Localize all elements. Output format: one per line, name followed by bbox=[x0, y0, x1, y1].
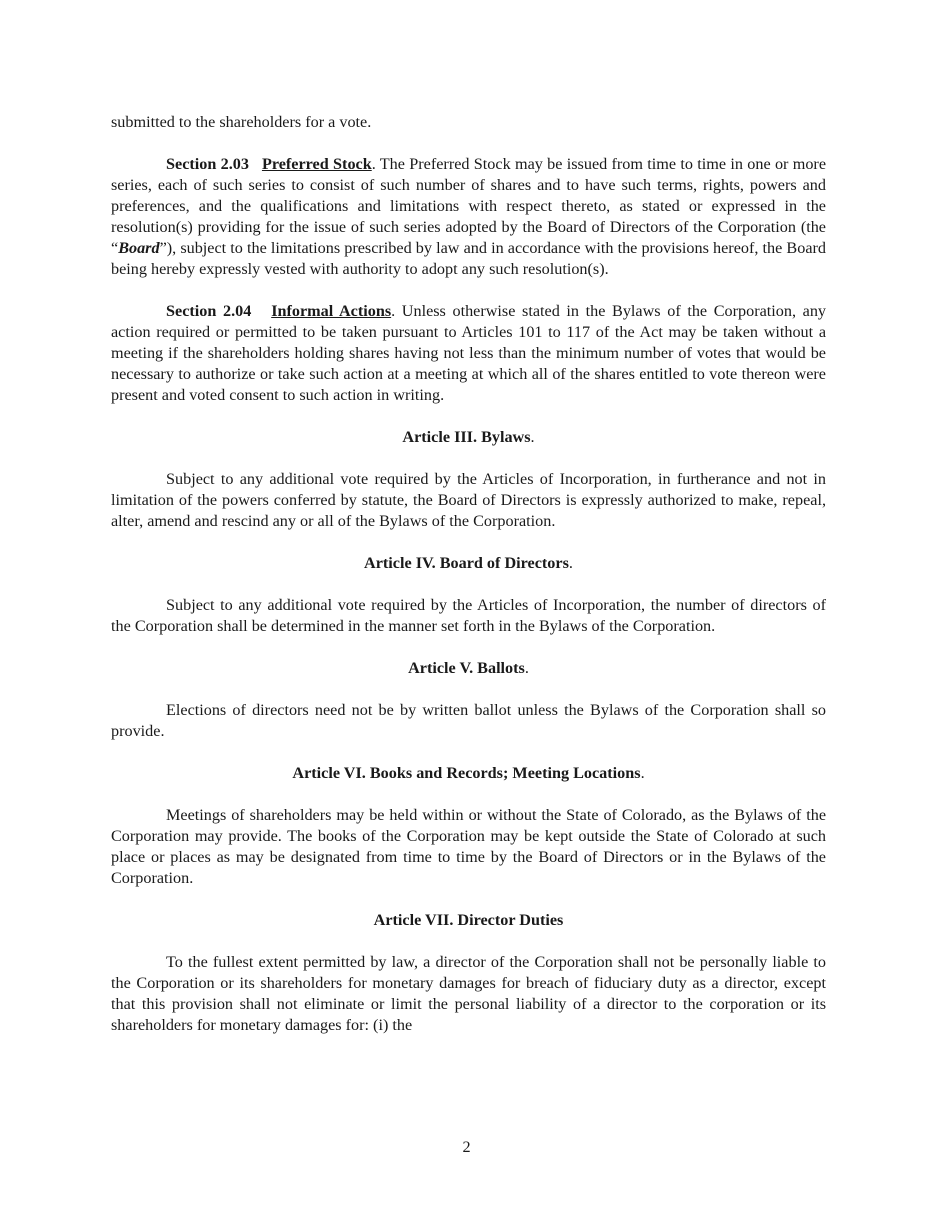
section-2-03-title: Preferred Stock bbox=[261, 155, 372, 173]
section-2-04-label: Section 2.04 bbox=[166, 302, 252, 320]
section-2-04-paragraph bbox=[111, 301, 826, 406]
section-2-03-text-1: . The Preferred Stock may be issued from time to time in one or more series, each of such series to consist of such number of shares and to have such terms, rights, powers and preferences, and the qualifications and limitations with respect thereto, as stated or expressed in the resolution(s) providing for the issue of such series adopted by the Board of Directors of the Corporation (the “ bbox=[111, 155, 827, 257]
section-2-03-label: Section 2.03 bbox=[166, 155, 249, 173]
section-2-03-text-2: ”), subject to the limitations prescribed by law and in accordance with the provisions hereof, the Board being hereby expressly vested with authority to adopt any such resolution(s). bbox=[111, 239, 826, 278]
article-5-paragraph: Elections of directors need not be by written ballot unless the Bylaws of the Corporation shall so provide. bbox=[111, 701, 826, 740]
intro-paragraph: submitted to the shareholders for a vote. bbox=[111, 113, 372, 131]
page-number: 2 bbox=[462, 1138, 471, 1156]
section-2-03-defined-term: Board bbox=[118, 239, 160, 257]
article-3-heading: Article III. Bylaws. bbox=[402, 428, 535, 446]
article-4-heading: Article IV. Board of Directors. bbox=[364, 554, 573, 572]
article-4-paragraph: Subject to any additional vote required by the Articles of Incorporation, the number of directors of the Corporation shall be determined in the manner set forth in the Bylaws of the Corporation. bbox=[111, 596, 826, 635]
article-7-paragraph: To the fullest extent permitted by law, a director of the Corporation shall not be personally liable to the Corporation or its shareholders for monetary damages for breach of fiduciary duty as a director, except that this provision shall not eliminate or limit the personal liability of a director to the corporation or its shareholders for monetary damages for: (i) the bbox=[111, 953, 826, 1034]
article-3-paragraph: Subject to any additional vote required by the Articles of Incorporation, in furtherance and not in limitation of the powers conferred by statute, the Board of Directors is expressly authorized to make, repeal, alter, amend and rescind any or all of the Bylaws of the Corporation. bbox=[111, 470, 826, 530]
section-2-04-title: Informal Actions bbox=[271, 302, 392, 320]
section-2-03-paragraph bbox=[111, 154, 826, 280]
article-5-heading: Article V. Ballots. bbox=[408, 659, 529, 677]
article-6-heading: Article VI. Books and Records; Meeting Locations. bbox=[292, 764, 645, 782]
article-7-heading: Article VII. Director Duties bbox=[373, 911, 564, 929]
section-2-04-text: . Unless otherwise stated in the Bylaws of the Corporation, any action required or permitted to be taken pursuant to Articles 101 to 117 of the Act may be taken without a meeting if the shareholders holding shares having not less than the minimum number of votes that would be necessary to authorize or take such action at a meeting at which all of the shares entitled to vote thereon were present and voted consent to such action in writing. bbox=[111, 302, 827, 404]
document-page bbox=[111, 112, 826, 1057]
article-6-paragraph: Meetings of shareholders may be held within or without the State of Colorado, as the Bylaws of the Corporation may provide. The books of the Corporation may be kept outside the State of Colorado at such place or places as may be designated from time to time by the Board of Directors or in the Bylaws of the Corporation. bbox=[111, 806, 826, 887]
